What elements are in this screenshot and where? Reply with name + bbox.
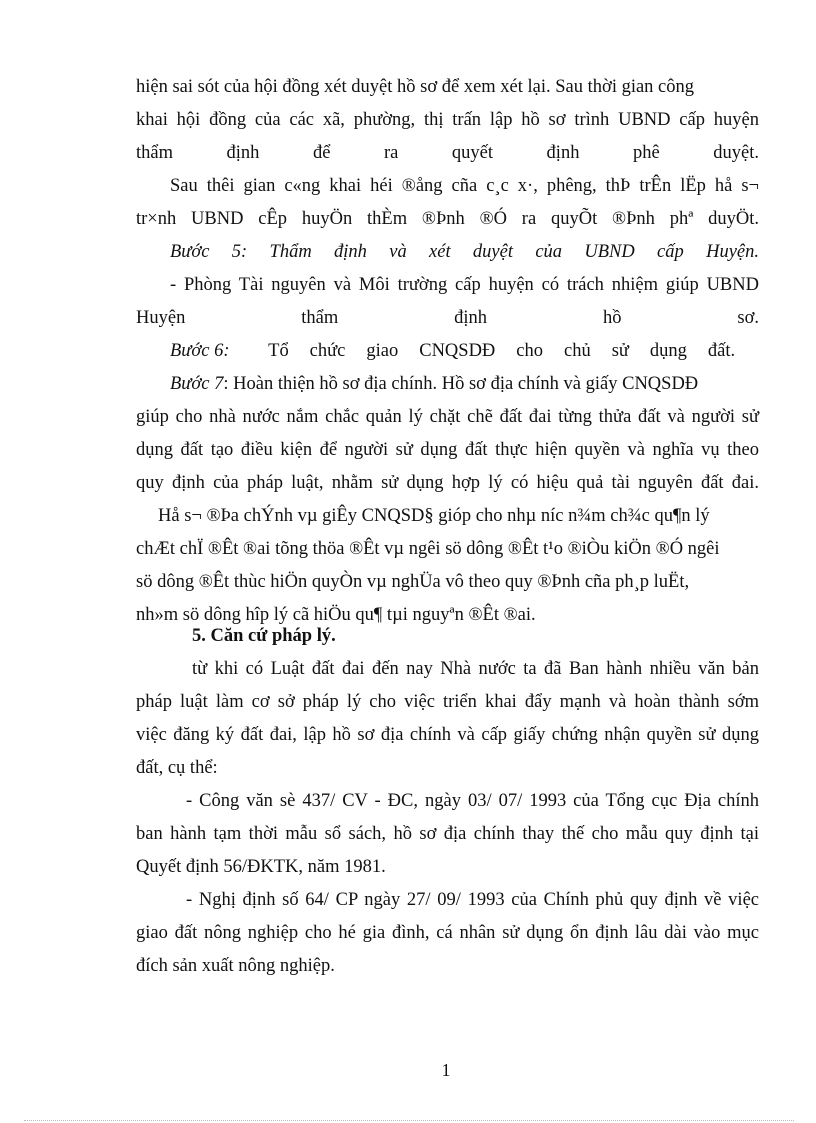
paragraph-line: pháp luật làm cơ sở pháp lý cho việc triển khai đẩy mạnh và hoàn thành sớm (136, 692, 759, 712)
paragraph-line-legacy-font: Sau thêi gian c«ng khai héi ®ång cña c¸c x·, phêng, thÞ trÊn lËp hå s¬ (170, 176, 759, 196)
paragraph-line-legacy-font: sö dông ®Êt thùc hiÖn quyÒn vµ nghÜa vô theo quy ®Þnh cña ph¸p luËt, (136, 572, 690, 592)
page-number: 1 (441, 1060, 451, 1080)
paragraph-line: thẩm định để ra quyết định phê duyệt. (136, 143, 759, 163)
section-heading: 5. Căn cứ pháp lý. (192, 626, 336, 646)
paragraph-line: dụng đất tạo điều kiện để người sử dụng đất thực hiện quyền và nghĩa vụ theo (136, 440, 759, 460)
step-6-line (170, 339, 759, 363)
step-7-line (170, 372, 760, 396)
step-6-label: Bước 6: (170, 341, 230, 361)
paragraph-line-legacy-font: chÆt chÏ ®Êt ®ai tõng thöa ®Êt vµ ngêi sö dông ®Êt t¹o ®iÒu kiÖn ®Ó ngêi (136, 539, 720, 559)
paragraph-line-legacy-font: nh»m sö dông hîp lý cã hiÖu qu¶ tµi nguyªn ®Êt ®ai. (136, 605, 536, 625)
step-5-heading: Bước 5: Thẩm định và xét duyệt của UBND cấp Huyện. (170, 242, 759, 262)
page-separator (24, 1120, 794, 1121)
step-6-text: Tổ chức giao CNQSDĐ cho chủ sử dụng đất. (268, 341, 736, 361)
paragraph-line: Quyết định 56/ĐKTK, năm 1981. (136, 857, 386, 877)
paragraph-line: việc đăng ký đất đai, lập hồ sơ địa chính và cấp giấy chứng nhận quyền sử dụng (136, 725, 759, 745)
list-item: - Nghị định số 64/ CP ngày 27/ 09/ 1993 của Chính phủ quy định về việc (186, 890, 759, 910)
paragraph-line: đất, cụ thể: (136, 758, 218, 778)
paragraph-line: khai hội đồng của các xã, phường, thị trấn lập hồ sơ trình UBND cấp huyện (136, 110, 759, 130)
paragraph-line-legacy-font: Hå s¬ ®Þa chÝnh vµ giÊy CNQSD§ gióp cho nhµ níc n¾m ch¾c qu¶n lý (158, 506, 710, 526)
step-7-label: Bước 7 (170, 374, 224, 394)
paragraph-line-legacy-font: tr×nh UBND cÊp huyÖn thÈm ®Þnh ®Ó ra quyÕt ®Þnh phª duyÖt. (136, 209, 759, 229)
paragraph-line: - Phòng Tài nguyên và Môi trường cấp huyện có trách nhiệm giúp UBND (170, 275, 759, 295)
step-7-text: : Hoàn thiện hồ sơ địa chính. Hồ sơ địa chính và giấy CNQSDĐ (223, 374, 699, 394)
paragraph-line: từ khi có Luật đất đai đến nay Nhà nước ta đã Ban hành nhiều văn bản (192, 659, 759, 679)
list-item: - Công văn sè 437/ CV - ĐC, ngày 03/ 07/ 1993 của Tổng cục Địa chính (186, 791, 759, 811)
paragraph-line: hiện sai sót của hội đồng xét duyệt hồ sơ để xem xét lại. Sau thời gian công (136, 77, 695, 97)
paragraph-line: Huyện thẩm định hồ sơ. (136, 308, 759, 328)
paragraph-line: giao đất nông nghiệp cho hé gia đình, cá nhân sử dụng ổn định lâu dài vào mục (136, 923, 759, 943)
paragraph-line: ban hành tạm thời mẫu sổ sách, hồ sơ địa chính thay thế cho mẫu quy định tại (136, 824, 759, 844)
paragraph-line: quy định của pháp luật, nhằm sử dụng hợp lý có hiệu quả tài nguyên đất đai. (136, 473, 759, 493)
paragraph-line: đích sản xuất nông nghiệp. (136, 956, 335, 976)
paragraph-line: giúp cho nhà nước nắm chắc quản lý chặt chẽ đất đai từng thửa đất và người sử (136, 407, 759, 427)
